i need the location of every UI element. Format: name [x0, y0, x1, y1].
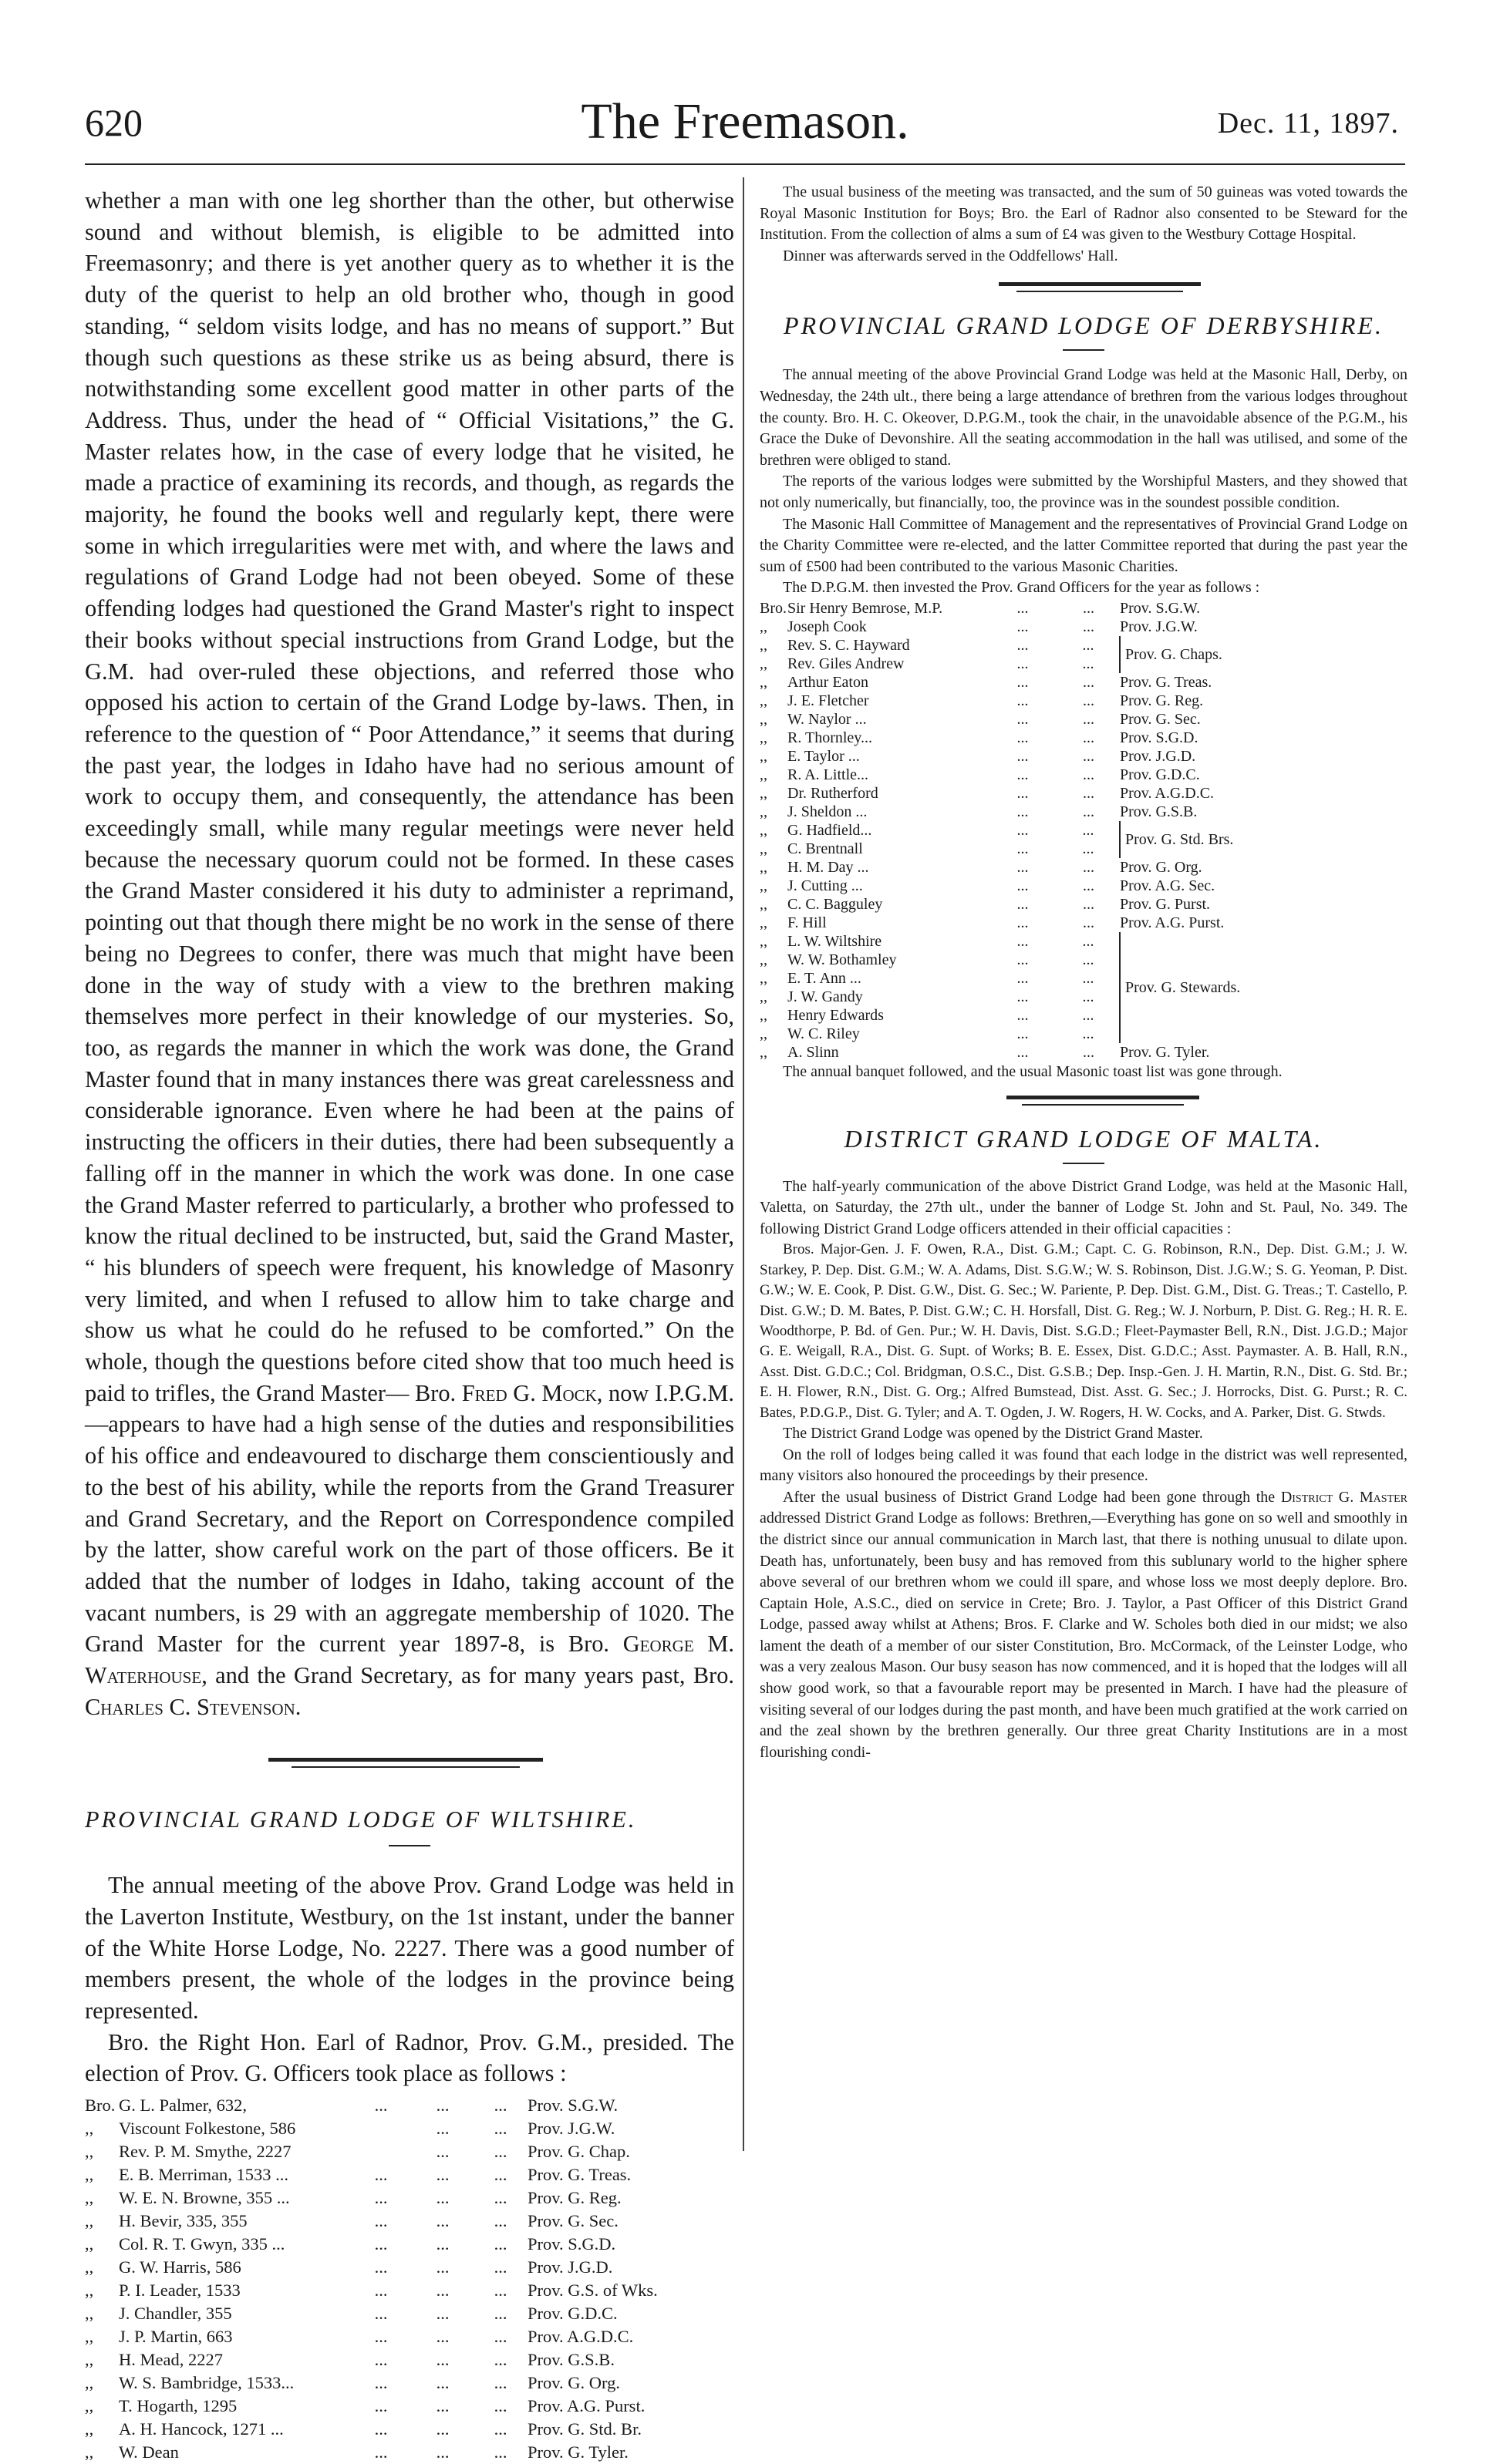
officer-prefix: ,, [760, 766, 767, 783]
officer-dots: ... [1016, 599, 1029, 617]
officer-prefix: ,, [85, 2165, 94, 2185]
officer-dots: ... [1016, 766, 1029, 783]
officer-dots: ... [1016, 988, 1029, 1005]
derbyshire-paragraph: The annual meeting of the above Provincial Grand Lodge was held at the Masonic Hall, Derby, on Wednesday, the 24th ult., there being a large attendance of brethren from the various lodges throughout the county. Bro. H. C. Okeover, D.P.G.M., took the chair, in the unavoidable absence of the P.G.M., his Grace the Duke of Devonshire. All the seating accommodation in the hall was utilised, and some of the brethren were obliged to stand. [760, 366, 1407, 469]
officer-name: C. Brentnall [787, 840, 863, 857]
officer-name: Col. R. T. Gwyn, 335 ... [119, 2234, 285, 2254]
malta-paragraph: On the roll of lodges being called it was found that each lodge in the district was well represented, many visitors also honoured the proceedings by their presence. [760, 1446, 1407, 1485]
officer-name: Rev. S. C. Hayward [787, 636, 910, 654]
officer-dots: ... [494, 2165, 507, 2185]
officer-dots: ... [494, 2095, 507, 2116]
grouped-office: Prov. G. Stewards. [1120, 932, 1240, 1043]
officer-row [85, 2186, 658, 2210]
officer-prefix: ,, [760, 747, 767, 765]
officer-prefix: ,, [760, 858, 767, 876]
officer-name: J. Sheldon ... [787, 803, 868, 820]
officer-office: Prov. G. Std. Br. [528, 2419, 642, 2439]
officer-prefix: Bro. [760, 599, 787, 617]
officer-dots: ... [1016, 1025, 1029, 1042]
officer-dots: ... [436, 2211, 450, 2231]
officer-prefix: ,, [760, 710, 767, 728]
officer-dots: ... [1083, 747, 1094, 765]
officer-dots: ... [1016, 673, 1029, 691]
officer-prefix: ,, [760, 988, 767, 1005]
officer-dots: ... [1083, 710, 1094, 728]
officer-prefix: ,, [85, 2281, 94, 2301]
officer-prefix: ,, [85, 2142, 94, 2162]
officer-office: Prov. J.G.W. [1120, 618, 1198, 635]
officer-row [85, 2441, 658, 2464]
officer-dots: ... [1016, 618, 1029, 635]
officer-row [85, 2233, 658, 2256]
officer-name: J. P. Martin, 663 [119, 2327, 233, 2347]
officer-prefix: ,, [760, 821, 767, 839]
officer-row [760, 673, 1240, 692]
officer-dots: ... [494, 2234, 507, 2254]
officer-name: Joseph Cook [787, 618, 867, 635]
officer-name: H. M. Day ... [787, 858, 869, 876]
officer-dots: ... [494, 2373, 507, 2393]
officer-dots: ... [1083, 877, 1094, 894]
derbyshire-officers-list [760, 599, 1240, 1062]
officer-name: T. Hogarth, 1295 [119, 2396, 238, 2416]
officer-name: Sir Henry Bemrose, M.P. [787, 599, 943, 617]
officer-prefix: ,, [760, 951, 767, 968]
officer-prefix: ,, [760, 636, 767, 654]
officer-dots: ... [1082, 1025, 1094, 1042]
officer-dots: ... [374, 2165, 388, 2185]
officer-dots: ... [1016, 914, 1029, 931]
malta-address: After the usual business of District Grand Lodge had been gone through the District G. Master addressed District Grand Lodge as follows: Brethren,—Everything has gone on so well and smoothly in the district since our annual communication in March last, that there is nothing unusual to dilate upon. Death has, unfortunately, been busy and has removed from this sublunary world to the higher sphere above several of our brethren whom we could ill spare, and whose loss we most deeply deplore. Bro. Captain Hole, A.S.C., died on service in Crete; Bro. J. Taylor, a Past Officer of this District Grand Lodge, passed away whilst at Athens; Bros. F. Clarke and W. Scholes both died in our midst; we also lament the death of a member of our sister Constitution, Bro. McCormack, of the Leinster Lodge, who was a very zealous Mason. Our busy season has now commenced, and it is hoped that the lodges will all show good work, so that a favourable report may be presented in March. I have had the pleasure of visiting several of our lodges during the past month, and have been much gratified at the work carried on and the zeal shown by the brethren generally. Our three great Charity Institutions are in a most flourishing condi- [760, 1488, 1408, 1761]
officer-dots: ... [374, 2419, 388, 2439]
officer-prefix: ,, [760, 840, 767, 857]
officer-dots: ... [1083, 1043, 1094, 1061]
wiltshire-continuation: The usual business of the meeting was transacted, and the sum of 50 guineas was voted towards the Royal Masonic Institution for Boys; Bro. the Earl of Radnor also consented to be Steward for the Institution. From the collection of alms a sum of £4 was given to the Westbury Cottage Hospital. [760, 183, 1407, 244]
officer-dots: ... [1016, 840, 1029, 857]
masthead-title: The Freemason. [581, 93, 909, 150]
officer-name: R. Thornley... [787, 729, 872, 746]
officer-dots: ... [1082, 988, 1094, 1005]
officer-name: Rev. Giles Andrew [787, 655, 905, 672]
officer-dots: ... [1016, 710, 1029, 728]
header-rule [85, 163, 1405, 165]
officer-office: Prov. G.S. of Wks. [528, 2281, 658, 2301]
section-separator [85, 1753, 734, 1776]
malta-paragraph: The half-yearly communication of the above District Grand Lodge, was held at the Masonic Hall, Valetta, on Saturday, the 27th ult., under the banner of Lodge St. John and St. Paul, No. 349. The following District Grand Lodge officers attended in their official capacities : [760, 1177, 1407, 1237]
title-rule [1063, 349, 1104, 351]
officer-dots: ... [374, 2095, 388, 2116]
officer-row [760, 1043, 1240, 1062]
officer-row [760, 784, 1240, 803]
officer-name: W. C. Riley [787, 1025, 860, 1042]
name-fred-mock: Fred G. Mock [461, 1379, 597, 1406]
officer-dots: ... [1083, 803, 1094, 820]
officer-dots: ... [1016, 692, 1029, 709]
officer-row [760, 729, 1240, 747]
officer-prefix: ,, [85, 2373, 94, 2393]
officer-name: Henry Edwards [787, 1006, 884, 1024]
officer-prefix: ,, [85, 2442, 94, 2462]
derbyshire-closing: The annual banquet followed, and the usual Masonic toast list was gone through. [783, 1062, 1283, 1080]
name-george-waterhouse: George M. Waterhouse [85, 1631, 734, 1689]
officer-name: W. W. Bothamley [787, 951, 897, 968]
officer-prefix: ,, [760, 803, 767, 820]
officer-dots: ... [1082, 969, 1094, 987]
officer-office: Prov. S.G.W. [1120, 599, 1201, 617]
officer-prefix: ,, [760, 1006, 767, 1024]
officer-dots: ... [494, 2442, 507, 2462]
page-header [0, 93, 1490, 162]
officer-dots: ... [1083, 914, 1094, 931]
grouped-office: Prov. G. Chaps. [1120, 636, 1240, 673]
derbyshire-paragraph: The reports of the various lodges were submitted by the Worshipful Masters, and they showed that not only numerically, but financially, too, the province was in the soundest possible condition. [760, 473, 1407, 511]
officer-row [760, 766, 1240, 784]
officer-dots: ... [436, 2188, 450, 2208]
officer-dots: ... [374, 2396, 388, 2416]
officer-office: Prov. G. Purst. [1120, 895, 1211, 913]
officer-row [85, 2117, 658, 2140]
officer-dots: ... [1083, 692, 1094, 709]
officer-name: J. Cutting ... [787, 877, 863, 894]
officer-office: Prov. J.G.D. [1120, 747, 1196, 765]
officer-prefix: ,, [85, 2211, 94, 2231]
officer-dots: ... [374, 2373, 388, 2393]
officer-name: F. Hill [787, 914, 827, 931]
officer-office: Prov. J.G.D. [528, 2257, 613, 2277]
officer-name: E. T. Ann ... [787, 969, 861, 987]
officer-dots: ... [1016, 895, 1029, 913]
officer-office: Prov. G. Reg. [1120, 692, 1204, 709]
officer-dots: ... [1016, 1006, 1029, 1024]
officer-row [85, 2140, 658, 2163]
officer-row [85, 2210, 658, 2233]
section-separator [760, 278, 1407, 301]
officer-prefix: ,, [85, 2119, 94, 2139]
officer-row [760, 914, 1240, 932]
officer-dots: ... [436, 2257, 450, 2277]
officer-office: Prov. G. Reg. [528, 2188, 622, 2208]
officer-dots: ... [494, 2327, 507, 2347]
officer-dots [350, 2117, 412, 2140]
officer-row [85, 2094, 658, 2117]
officer-office: Prov. G.D.C. [528, 2304, 618, 2324]
idaho-article-text: whether a man with one leg shorther than the other, but otherwise sound and without blemish, is eligible to be admitted into Freemasonry; and there is yet another query as to whether it is the duty of the querist to help an old brother who, though in good standing, “ seldom visits lodge, and has no means of support.” But though such questions as these strike us as being absurd, there is notwithstanding some excellent good matter in other parts of the Address. Thus, under the head of “ Official Visitations,” the G. Master relates how, in the case of every lodge that he visited, he made a practice of examining its records, and though, as regards the majority, he found the books well and regularly kept, there were some in which irregularities were met with, and where the laws and regulations of Grand Lodge had not been obeyed. Some of these offending lodges had questioned the Grand Master's right to inspect their books without special instructions from Grand Lodge, but the G.M. had over-ruled these objections, and referred those who opposed his action to certain of the Grand Lodge by-laws. Then, in reference to the question of “ Poor Attendance,” it seems that during the past year, the lodges in Idaho have had no serious amount of work to occupy them, and consequently, the attendance has been exceedingly small, while many regular meetings were never held because the necessary quorum could not be formed. In these cases the Grand Master considered it his duty to administer a reprimand, pointing out that though there might be no work in the sense of there being no Degrees to confer, there was much that might have been done in the way of study with a view to the brethren making themselves more perfect in their knowledge of our mysteries. So, too, as regards the manner in which the work was done, the Grand Master found that in many instances there was great carelessness and considerable ignorance. Even where he had been at the pains of instructing the officers in their duties, there had been subsequently a falling off in the manner in which the work was done. In one case the Grand Master referred to particularly, a brother who professed to know the ritual declined to be instructed, but, said the Grand Master, “ his blunders of speech were frequent, his knowledge of Masonry very limited, and when I refused to allow him to take charge and show us what he could do he refused to be comforted.” On the whole, though the questions before cited show that too much heed is paid to trifles, the Grand Master— Bro. Fred G. Mock, now I.P.G.M.—appears to have had a high sense of the duties and responsibilities of his office and endeavoured to discharge them conscientiously and to the best of his ability, while the reports from the Grand Treasurer and Grand Secretary, and the Report on Correspondence compiled by the latter, show careful work on the part of those officers. Be it added that the number of lodges in Idaho, taking account of the vacant numbers, is 29 with an aggregate membership of 1020. The Grand Master for the current year 1897-8, is Bro. George M. Waterhouse, and the Grand Secretary, as for many years past, Bro. Charles C. Stevenson. [85, 187, 734, 1720]
issue-date: Dec. 11, 1897. [1217, 107, 1399, 140]
officer-prefix: ,, [760, 673, 767, 691]
officer-dots: ... [1082, 951, 1094, 968]
officer-name: Dr. Rutherford [787, 784, 878, 802]
section-separator [760, 1091, 1407, 1114]
officer-dots: ... [1083, 729, 1094, 746]
officer-row [85, 2325, 658, 2348]
officer-dots: ... [494, 2211, 507, 2231]
officer-office: Prov. S.G.D. [528, 2234, 616, 2254]
officer-office: Prov. G.D.C. [1120, 766, 1200, 783]
officer-row [85, 2348, 658, 2371]
officer-dots: ... [1083, 673, 1094, 691]
officer-prefix: ,, [85, 2419, 94, 2439]
officer-name: A. Slinn [787, 1043, 839, 1061]
officer-dots: ... [494, 2142, 507, 2162]
officer-office: Prov. A.G. Purst. [528, 2396, 646, 2416]
officer-dots: ... [374, 2281, 388, 2301]
officer-office: Prov. G. Org. [1120, 858, 1202, 876]
officer-row [760, 877, 1240, 895]
officer-row [85, 2395, 658, 2418]
officer-dots: ... [494, 2119, 507, 2139]
officer-dots: ... [1082, 821, 1094, 839]
officer-dots: ... [436, 2119, 450, 2139]
officer-row [760, 710, 1240, 729]
officer-row [760, 821, 1240, 840]
officer-row [760, 858, 1240, 877]
officer-office: Prov. A.G. Sec. [1120, 877, 1215, 894]
officer-row [85, 2371, 658, 2395]
officer-name: G. W. Harris, 586 [119, 2257, 241, 2277]
officer-office: Prov. S.G.W. [528, 2095, 619, 2116]
left-column [85, 185, 734, 2464]
officer-name: E. Taylor ... [787, 747, 860, 765]
officer-office: Prov. S.G.D. [1120, 729, 1198, 746]
officer-prefix: ,, [85, 2257, 94, 2277]
officer-name: W. E. N. Browne, 355 ... [119, 2188, 290, 2208]
officer-dots: ... [436, 2234, 450, 2254]
officer-office: Prov. J.G.W. [528, 2119, 615, 2139]
wiltshire-officers-list [85, 2094, 658, 2464]
officer-name: R. A. Little... [787, 766, 868, 783]
officer-dots: ... [1016, 729, 1029, 746]
officer-row [85, 2256, 658, 2279]
officer-dots: ... [436, 2327, 450, 2347]
officer-prefix: ,, [760, 618, 767, 635]
officer-prefix: ,, [760, 914, 767, 931]
officer-name: Viscount Folkestone, 586 [119, 2119, 296, 2139]
officer-name: G. L. Palmer, 632, [119, 2095, 247, 2116]
officer-name: J. Chandler, 355 [119, 2304, 232, 2324]
officer-name: J. E. Fletcher [787, 692, 869, 709]
officer-row [85, 2302, 658, 2325]
officer-dots: ... [1083, 858, 1094, 876]
officer-row [760, 692, 1240, 710]
derbyshire-title: PROVINCIAL GRAND LODGE OF DERBYSHIRE. [784, 311, 1384, 340]
malta-title: DISTRICT GRAND LODGE OF MALTA. [844, 1124, 1323, 1153]
officer-dots: ... [436, 2281, 450, 2301]
officer-dots: ... [436, 2095, 450, 2116]
officer-prefix: ,, [760, 729, 767, 746]
name-charles-stevenson: Charles C. Stevenson [85, 1693, 295, 1720]
officer-office: Prov. G.S.B. [528, 2350, 615, 2370]
officer-prefix: ,, [760, 655, 767, 672]
officer-prefix: ,, [760, 692, 767, 709]
officer-dots: ... [374, 2442, 388, 2462]
officer-office: Prov. A.G.D.C. [1120, 784, 1215, 802]
officer-dots: ... [1083, 599, 1094, 617]
officer-dots: ... [1016, 969, 1029, 987]
officer-name: Rev. P. M. Smythe, 2227 [119, 2142, 292, 2162]
officer-prefix: ,, [760, 895, 767, 913]
officer-office: Prov. G. Sec. [1120, 710, 1201, 728]
officer-dots: ... [436, 2142, 450, 2162]
officer-office: Prov. G. Sec. [528, 2211, 619, 2231]
officer-dots: ... [1016, 821, 1029, 839]
officer-dots: ... [1016, 747, 1029, 765]
officer-dots: ... [494, 2257, 507, 2277]
officer-office: Prov. G. Tyler. [1120, 1043, 1210, 1061]
officer-prefix: ,, [760, 1025, 767, 1042]
malta-paragraph: The District Grand Lodge was opened by the District Grand Master. [783, 1424, 1203, 1442]
page-number: 620 [85, 101, 143, 144]
derbyshire-paragraph: The Masonic Hall Committee of Management and the representatives of Provincial Grand Lodge on the Charity Committee were re-elected, and the latter Committee reported that during the past year the sum of £500 had been contributed to the various Masonic Charities. [760, 515, 1407, 575]
officer-name: W. Dean [119, 2442, 179, 2462]
officer-prefix: ,, [760, 1043, 767, 1061]
officer-dots: ... [1083, 618, 1094, 635]
malta-officers-list: Bros. Major-Gen. J. F. Owen, R.A., Dist. G.M.; Capt. C. G. Robinson, R.N., Dep. Dist. G.M.; J. W. Starkey, P. Dep. Dist. G.M.; W. A. Adams, Dist. S.G.W.; W. S. Robinson, Dist. J.G.W.; S. G. Yeoman, P. Dist. G.W.; W. E. Cook, P. Dist. G.W., Dist. G. Sec.; W. Pariente, P. Dep. Dist. G.M., Dist. G. Treas.; T. Castello, P. Dist. G.W.; D. M. Bates, P. Dist. G.W.; C. H. Horsfall, Dist. G. Reg.; W. J. Norburn, P. Dist. G. Reg.; H. R. E. Woodthorpe, P. Bd. of Gen. Pur.; W. H. Davis, Dist. S.G.D.; Fleet-Paymaster Bell, R.N., Dist. J.G.D.; Major G. E. Weigall, R.A., Dist. G. Supt. of Works; B. E. Essex, Dist. G.D.C.; Asst. Paymaster. A. B. Hall, R.N., Asst. Dist. G.D.C.; Col. Bridgman, O.S.C., Dist. G.S.B.; Dep. Insp.-Gen. J. H. Martin, R.N., Dist. G. Std. Br.; E. H. Flower, R.N., Dist. G. Org.; Alfred Bumstead, Dist. Asst. G. Sec.; J. Horrocks, Dist. G. Purst.; R. C. Bates, P.D.G.P., Dist. G. Tyler; and A. T. Ogden, J. W. Rogers, H. W. Cocks, and A. Parker, Dist. G. Stwds. [760, 1241, 1407, 1421]
officer-name: A. H. Hancock, 1271 ... [119, 2419, 284, 2439]
officer-name: C. C. Bagguley [787, 895, 883, 913]
officer-name: Arthur Eaton [787, 673, 868, 691]
officer-dots: ... [436, 2373, 450, 2393]
column-divider [743, 177, 744, 2151]
officer-dots: ... [1083, 784, 1094, 802]
officer-dots: ... [494, 2281, 507, 2301]
wiltshire-continuation: Dinner was afterwards served in the Oddfellows' Hall. [783, 247, 1118, 264]
officer-prefix: ,, [85, 2234, 94, 2254]
officer-row [760, 636, 1240, 655]
officer-name: J. W. Gandy [787, 988, 863, 1005]
officer-dots: ... [1083, 766, 1094, 783]
officer-row [760, 932, 1240, 951]
officer-dots: ... [1016, 932, 1029, 950]
officer-dots: ... [374, 2188, 388, 2208]
officer-dots: ... [494, 2419, 507, 2439]
officer-office: Prov. G. Treas. [528, 2165, 632, 2185]
officer-office: Prov. A.G.D.C. [528, 2327, 634, 2347]
officer-dots: ... [1082, 932, 1094, 950]
officer-name: P. I. Leader, 1533 [119, 2281, 241, 2301]
officer-dots: ... [436, 2304, 450, 2324]
officer-dots: ... [494, 2304, 507, 2324]
officer-dots: ... [374, 2327, 388, 2347]
officer-prefix: ,, [85, 2304, 94, 2324]
officer-dots: ... [1016, 1043, 1029, 1061]
wiltshire-paragraph: The annual meeting of the above Prov. Grand Lodge was held in the Laverton Institute, Westbury, on the 1st instant, under the banner of the White Horse Lodge, No. 2227. There was a good number of members present, the whole of the lodges in the province being represented. [85, 1872, 734, 2024]
officer-dots: ... [494, 2350, 507, 2370]
officer-dots: ... [1016, 858, 1029, 876]
officer-prefix: ,, [760, 784, 767, 802]
officer-name: W. S. Bambridge, 1533... [119, 2373, 295, 2393]
officer-row [85, 2163, 658, 2186]
officer-dots [350, 2140, 412, 2163]
officer-dots: ... [1082, 1006, 1094, 1024]
officer-dots: ... [494, 2396, 507, 2416]
officer-office: Prov. G. Treas. [1120, 673, 1212, 691]
officer-office: Prov. G. Org. [528, 2373, 621, 2393]
officer-dots: ... [1082, 655, 1094, 672]
officer-row [760, 599, 1240, 618]
wiltshire-paragraph: Bro. the Right Hon. Earl of Radnor, Prov. G.M., presided. The election of Prov. G. Officers took place as follows : [85, 2028, 734, 2087]
officer-dots: ... [374, 2350, 388, 2370]
officer-prefix: ,, [760, 877, 767, 894]
officer-prefix: ,, [85, 2396, 94, 2416]
officer-office: Prov. G.S.B. [1120, 803, 1198, 820]
officer-dots: ... [1016, 636, 1029, 654]
officer-row [85, 2418, 658, 2441]
officer-dots: ... [1082, 636, 1094, 654]
title-rule [1063, 1163, 1104, 1164]
officer-office: Prov. G. Chap. [528, 2142, 630, 2162]
derbyshire-paragraph: The D.P.G.M. then invested the Prov. Grand Officers for the year as follows : [783, 579, 1260, 597]
officer-name: H. Mead, 2227 [119, 2350, 223, 2370]
officer-dots: ... [1016, 655, 1029, 672]
officer-dots: ... [374, 2304, 388, 2324]
officer-office: Prov. G. Tyler. [528, 2442, 629, 2462]
officer-row [760, 747, 1240, 766]
officer-dots: ... [1082, 840, 1094, 857]
grouped-office: Prov. G. Std. Brs. [1120, 821, 1240, 858]
officer-dots: ... [436, 2419, 450, 2439]
officer-dots: ... [436, 2165, 450, 2185]
officer-prefix: Bro. [85, 2095, 116, 2116]
officer-row [85, 2279, 658, 2302]
officer-dots: ... [494, 2188, 507, 2208]
officer-dots: ... [1016, 803, 1029, 820]
right-column [760, 182, 1407, 1763]
officer-name: L. W. Wiltshire [787, 932, 882, 950]
officer-dots: ... [436, 2396, 450, 2416]
officer-dots: ... [1016, 784, 1029, 802]
officer-name: H. Bevir, 335, 355 [119, 2211, 248, 2231]
officer-prefix: ,, [85, 2327, 94, 2347]
officer-name: E. B. Merriman, 1533 ... [119, 2165, 288, 2185]
officer-dots: ... [374, 2211, 388, 2231]
officer-name: G. Hadfield... [787, 821, 872, 839]
officer-prefix: ,, [760, 932, 767, 950]
officer-dots: ... [374, 2234, 388, 2254]
officer-office: Prov. A.G. Purst. [1120, 914, 1225, 931]
officer-row [760, 803, 1240, 821]
officer-dots: ... [1016, 951, 1029, 968]
officer-dots: ... [436, 2442, 450, 2462]
title-rule [389, 1845, 430, 1846]
wiltshire-title: PROVINCIAL GRAND LODGE OF WILTSHIRE. [85, 1806, 637, 1833]
officer-row [760, 618, 1240, 636]
officer-prefix: ,, [85, 2350, 94, 2370]
officer-dots: ... [436, 2350, 450, 2370]
officer-dots: ... [374, 2257, 388, 2277]
officer-prefix: ,, [760, 969, 767, 987]
officer-row [760, 895, 1240, 914]
officer-dots: ... [1016, 877, 1029, 894]
officer-name: W. Naylor ... [787, 710, 867, 728]
officer-prefix: ,, [85, 2188, 94, 2208]
officer-dots: ... [1083, 895, 1094, 913]
